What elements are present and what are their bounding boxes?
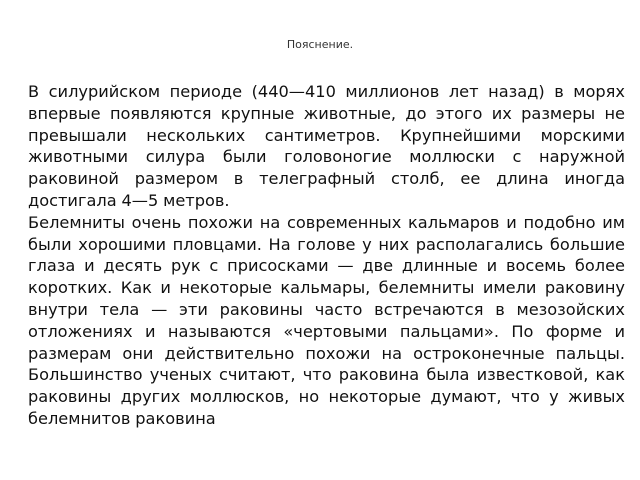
- slide-title: Пояснение.: [286, 38, 354, 51]
- paragraph-silurian: В силурийском периоде (440—410 миллионов лет назад) в морях впервые появляются крупные животные, до этого их размеры не превышали нескольких сантиметров. Крупнейшими морскими животными силура были головоногие моллюски с наружной раковиной размером в телеграфный столб, ее длина иногда достигала 4—5 метров.: [28, 82, 625, 210]
- paragraph-belemnites: Белемниты очень похожи на современных кальмаров и подобно им были хорошими пловцами. На голове у них располагались большие глаза и десять рук с присосками — две длинные и восемь более коротких. Как и некоторые кальмары, белемниты имели раковину внутри тела — эти раковины часто встречаются в мезозойских отложениях и называются «чертовыми пальцами». По форме и размерам они действительно похожи на остроконечные пальцы. Большинство ученых считают, что раковина была известковой, как раковины других моллюсков, но некоторые думают, что у живых белемнитов раковина: [28, 212, 625, 428]
- slide-body: [28, 81, 625, 430]
